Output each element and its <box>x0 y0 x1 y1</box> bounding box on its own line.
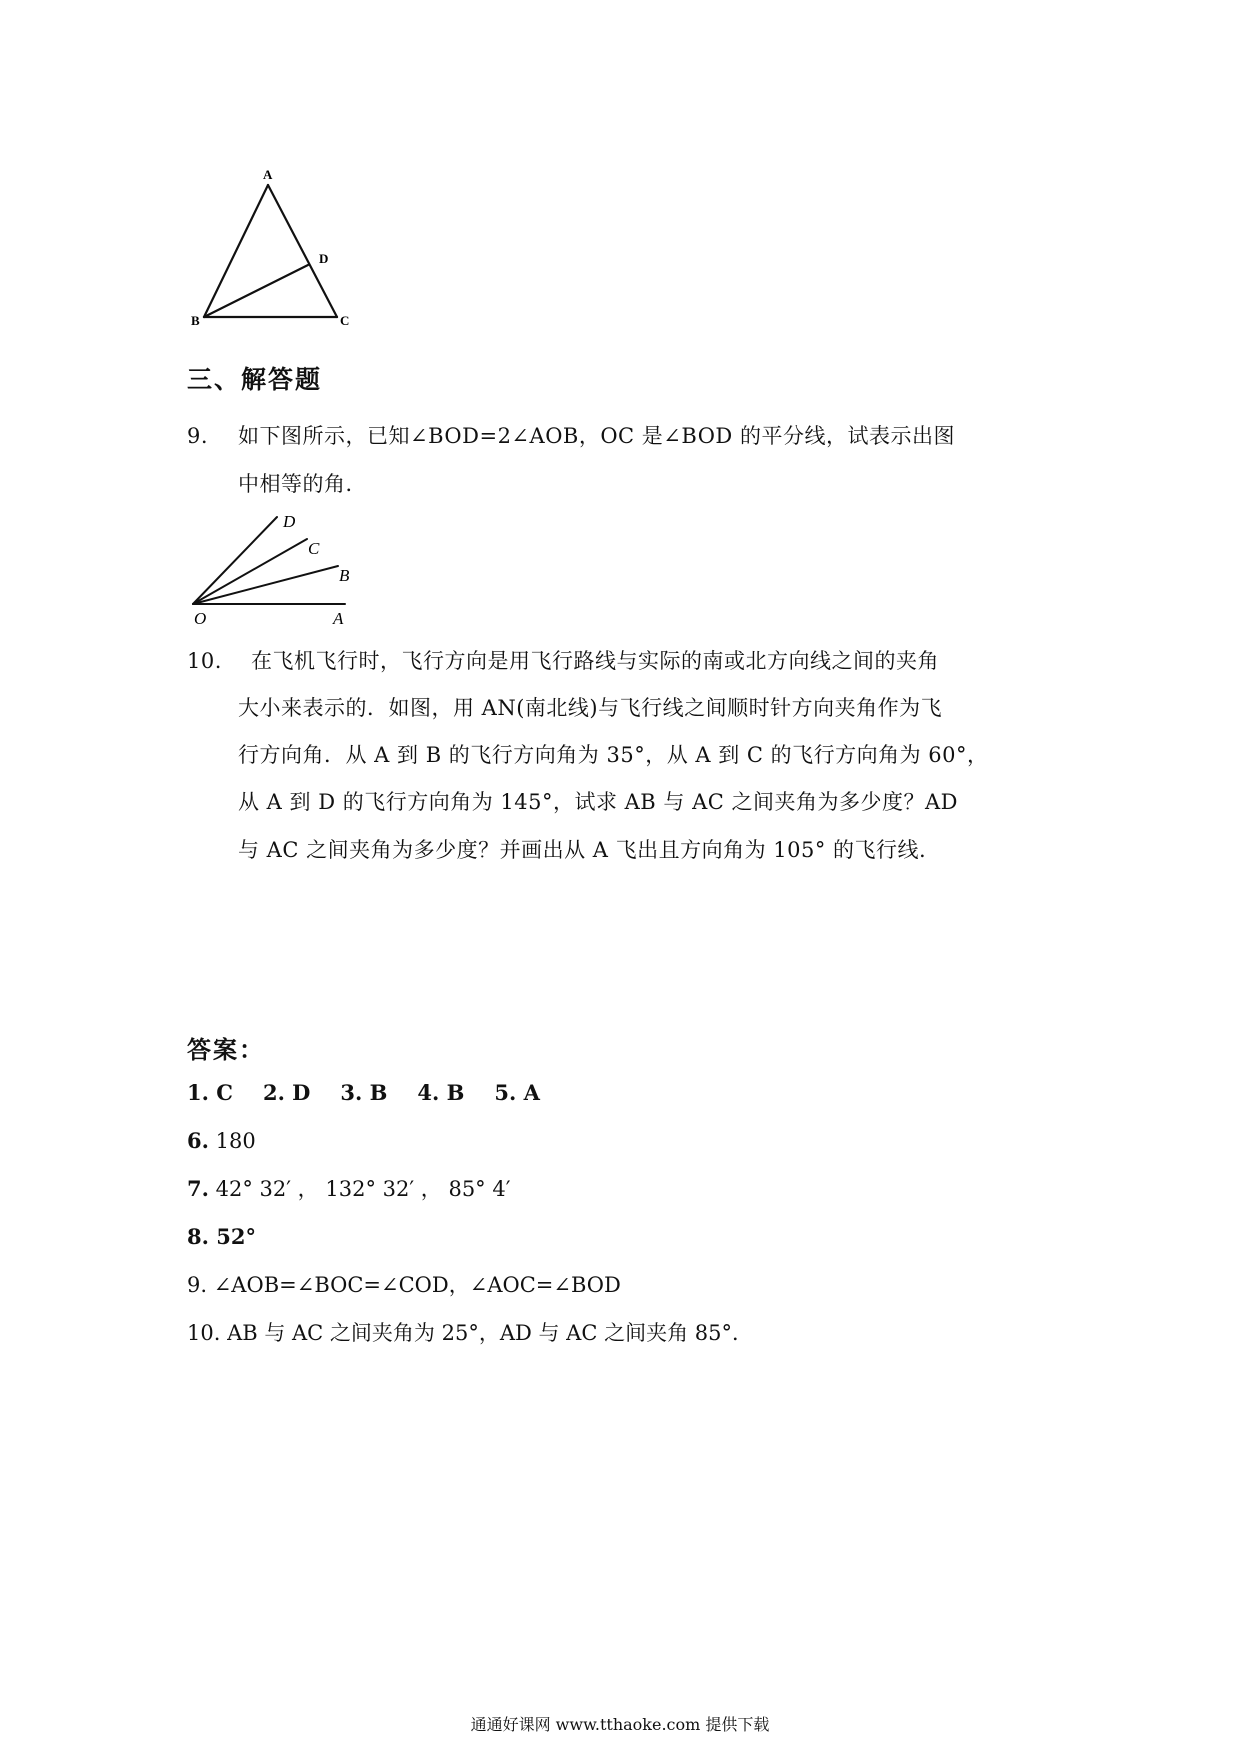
ray-label-d: D <box>283 512 296 531</box>
answer-5: 5. A <box>494 1080 540 1105</box>
triangle-label-a: A <box>263 167 273 182</box>
question-10-text-3: 行方向角．从 A 到 B 的飞行方向角为 35°，从 A 到 C 的飞行方向角为 60°， <box>238 743 989 767</box>
ray-label-c: C <box>308 539 320 558</box>
answer-7-number: 7. <box>187 1176 209 1201</box>
answer-7-value: 42° 32′ ， 132° 32′ ， 85° 4′ <box>215 1177 511 1201</box>
ray-ob <box>193 566 338 604</box>
question-10-text-2: 大小来表示的．如图，用 AN(南北线)与飞行线之间顺时针方向夹角作为飞 <box>238 696 943 720</box>
question-10-line-4 <box>238 786 958 818</box>
answer-8-number: 8. <box>187 1224 209 1249</box>
answers-mc-row <box>187 1078 570 1108</box>
question-10-number: 10. <box>187 649 222 673</box>
ray-od <box>193 517 277 604</box>
question-10-text-1: 在飞机飞行时，飞行方向是用飞行路线与实际的南或北方向线之间的夹角 <box>251 649 939 673</box>
answer-6-number: 6. <box>187 1128 209 1153</box>
question-10-line-3 <box>238 739 989 771</box>
question-10-line-2 <box>238 692 942 724</box>
question-9-line-2 <box>238 468 367 500</box>
triangle-label-d: D <box>319 251 329 266</box>
answer-3: 3. B <box>340 1080 388 1105</box>
answer-4: 4. B <box>417 1080 465 1105</box>
question-10-line-5 <box>238 834 926 866</box>
triangle-figure <box>180 160 380 335</box>
triangle-side-ab <box>204 185 268 317</box>
triangle-segment-bd <box>204 265 308 317</box>
answer-9-text: 9. ∠AOB=∠BOC=∠COD，∠AOC=∠BOD <box>187 1273 621 1297</box>
answer-6-value: 180 <box>215 1129 256 1153</box>
answer-8-value: 52° <box>216 1224 256 1249</box>
answer-8 <box>187 1222 256 1252</box>
question-10-text-4: 从 A 到 D 的飞行方向角为 145°，试求 AB 与 AC 之间夹角为多少度？AD <box>238 790 958 814</box>
ray-label-b: B <box>339 566 350 585</box>
question-9-text-1: 如下图所示，已知∠BOD=2∠AOB，OC 是∠BOD 的平分线，试表示出图 <box>238 424 955 448</box>
ray-label-o: O <box>194 609 207 628</box>
answer-7 <box>187 1174 511 1204</box>
question-10-line-1 <box>187 645 939 677</box>
ray-label-a: A <box>333 609 344 628</box>
question-9-number: 9. <box>187 424 209 448</box>
answer-10 <box>187 1318 753 1348</box>
question-9-text-2: 中相等的角． <box>238 472 367 496</box>
page-footer: 通通好课网 www.tthaoke.com 提供下载 <box>470 1715 770 1734</box>
section-title: 三、解答题 <box>187 365 323 394</box>
answer-6 <box>187 1126 256 1156</box>
answer-9 <box>187 1270 621 1300</box>
answers-title: 答案： <box>187 1036 265 1064</box>
triangle-label-b: B <box>191 313 200 328</box>
ray-oc <box>193 539 307 604</box>
triangle-label-c: C <box>340 313 350 328</box>
answer-10-text: 10. AB 与 AC 之间夹角为 25°，AD 与 AC 之间夹角 85°． <box>187 1321 753 1345</box>
answer-2: 2. D <box>262 1080 311 1105</box>
question-10-text-5: 与 AC 之间夹角为多少度？并画出从 A 飞出且方向角为 105° 的飞行线. <box>238 838 927 862</box>
question-9-line-1 <box>187 420 955 452</box>
angle-rays-figure <box>185 508 365 628</box>
answer-1: 1. C <box>187 1080 233 1105</box>
